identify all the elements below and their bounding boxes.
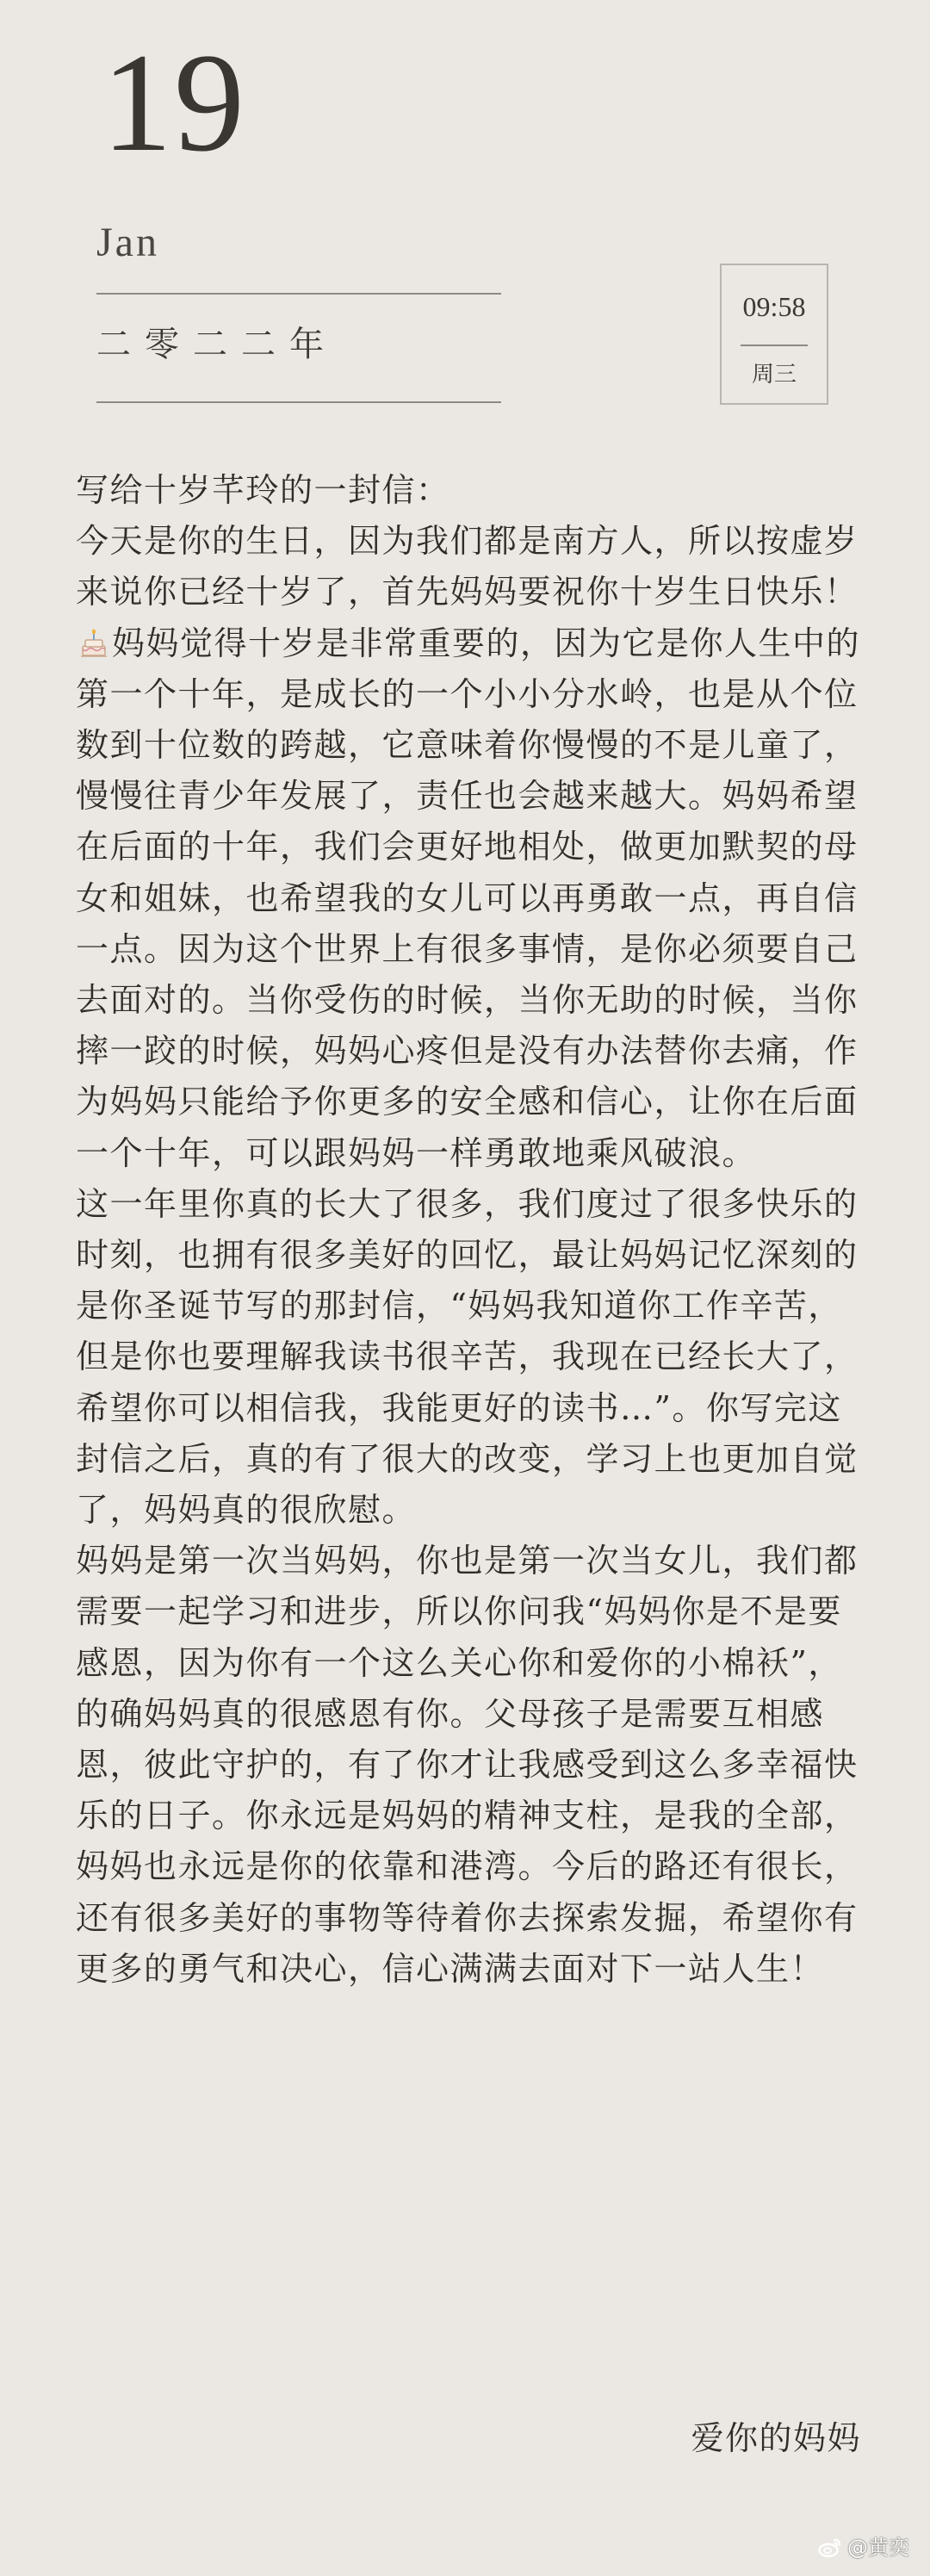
letter-paragraph-1-part-a: 今天是你的生日，因为我们都是南方人，所以按虚岁来说你已经十岁了，首先妈妈要祝你十岁生日快乐！ <box>76 522 859 611</box>
watermark-text: @黄奕 <box>847 2536 909 2560</box>
letter-body <box>76 465 868 1995</box>
letter-paragraph-2: 这一年里你真的长大了很多，我们度过了很多快乐的时刻，也拥有很多美好的回忆，最让妈妈记忆深刻的是你圣诞节写的那封信，“妈妈我知道你工作辛苦，但是你也要理解我读书很辛苦，我现在已经长大了，希望你可以相信我，我能更好的读书…”。你写完这封信之后，真的有了很大的改变，学习上也更加自觉了，妈妈真的很欣慰。 <box>76 1184 859 1530</box>
weibo-icon <box>818 2537 842 2558</box>
header-rule-top <box>96 293 501 295</box>
letter-paragraph-1-part-b: 妈妈觉得十岁是非常重要的，因为它是你人生中的第一个十年，是成长的一个小小分水岭，也是从个位数到十位数的跨越，它意味着你慢慢的不是儿童了，慢慢往青少年发展了，责任也会越来越大。妈妈希望在后面的十年，我们会更好地相处，做更加默契的母女和姐妹，也希望我的女儿可以再勇敢一点，再自信一点。因为这个世界上有很多事情，是你必须要自己去面对的。当你受伤的时候，当你无助的时候，当你摔一跤的时候，妈妈心疼但是没有办法替你去痛，作为妈妈只能给予你更多的安全感和信心，让你在后面一个十年，可以跟妈妈一样勇敢地乘风破浪。 <box>76 624 861 1172</box>
time-label: 09:58 <box>742 291 806 322</box>
year-label: 二零二二年 <box>96 325 338 364</box>
watermark <box>818 2537 909 2558</box>
time-box-divider <box>741 345 808 346</box>
time-box <box>720 264 828 405</box>
birthday-cake-icon <box>78 624 110 656</box>
day-number: 19 <box>102 25 246 181</box>
weekday-label: 周三 <box>751 362 797 388</box>
letter-paragraph-1 <box>76 516 868 1179</box>
letter-greeting: 写给十岁芊玲的一封信： <box>76 471 450 509</box>
month-label: Jan <box>96 220 159 265</box>
letter-signature: 爱你的妈妈 <box>691 2419 861 2457</box>
letter-paragraph-3: 妈妈是第一次当妈妈，你也是第一次当女儿，我们都需要一起学习和进步，所以你问我“妈妈你是不是要感恩，因为你有一个这么关心你和爱你的小棉袄”，的确妈妈真的很感恩有你。父母孩子是需要互相感恩，彼此守护的，有了你才让我感受到这么多幸福快乐的日子。你永远是妈妈的精神支柱，是我的全部，妈妈也永远是你的依靠和港湾。今后的路还有很长，还有很多美好的事物等待着你去探索发掘，希望你有更多的勇气和决心，信心满满去面对下一站人生！ <box>76 1542 859 1988</box>
header-rule-bottom <box>96 401 501 403</box>
